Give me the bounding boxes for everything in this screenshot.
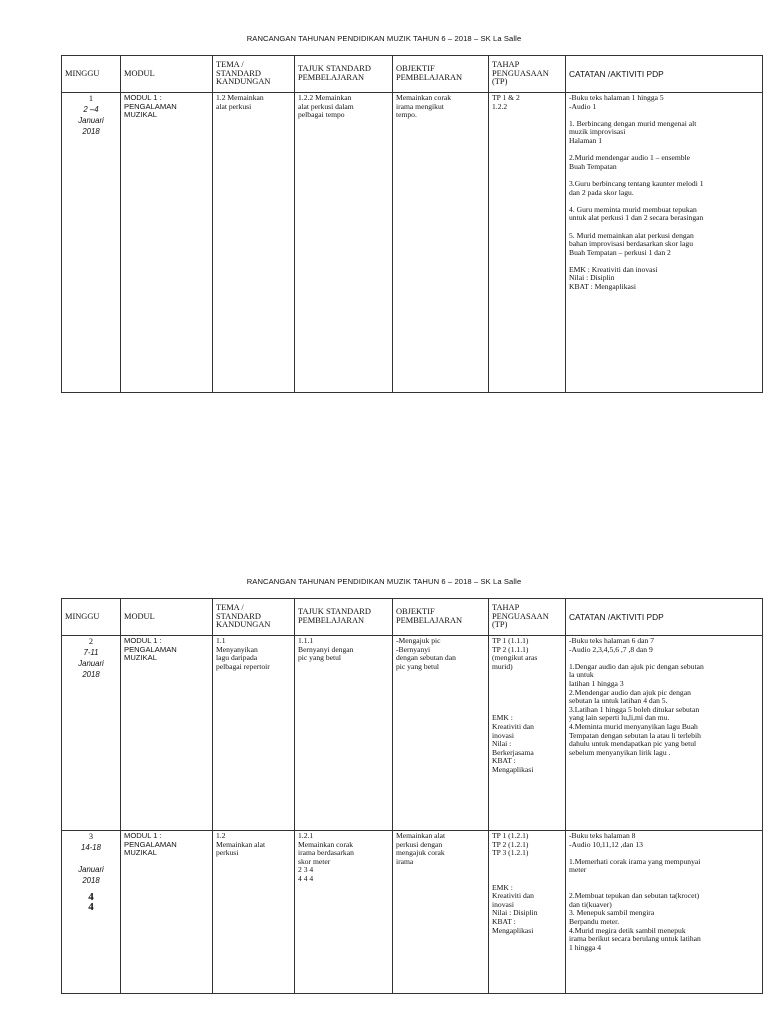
col-header-tajuk: TAJUK STANDARD PEMBELAJARAN bbox=[295, 56, 393, 93]
tajuk-cell: 1.2.1 Memainkan corak irama berdasarkan skor meter 2 3 4 4 4 4 bbox=[295, 831, 393, 994]
week-number: 2 bbox=[88, 637, 94, 646]
objektif-cell: Memainkan corak irama mengikut tempo. bbox=[393, 93, 489, 393]
week-number: 3 bbox=[88, 832, 94, 841]
objektif-cell: Memainkan alat perkusi dengan mengajuk corak irama bbox=[393, 831, 489, 994]
col-header-tajuk: TAJUK STANDARD PEMBELAJARAN bbox=[295, 599, 393, 636]
minggu-cell bbox=[62, 831, 121, 994]
table-row bbox=[62, 93, 763, 393]
table-header-row bbox=[62, 56, 763, 93]
tajuk-cell: 1.1.1 Bernyanyi dengan pic yang betul bbox=[295, 636, 393, 831]
week-dates: 2 –4 Januari 2018 bbox=[78, 104, 104, 136]
plan-table-1 bbox=[61, 55, 763, 393]
catatan-cell: -Buku teks halaman 6 dan 7 -Audio 2,3,4,5,6 ,7 ,8 dan 9 1.Dengar audio dan ajuk pic dengan sebutan la untuk latihan 1 hingga 3 2.Mendengar audio dan ajuk pic dengan sebutan la untuk latihan 4 dan 5. 3.Latihan 1 hingga 5 boleh ditukar sebutan yang lain seperti lu,li,mi dan mu. 4.Meminta murid menyanyikan lagu Buah Tempatan dengan sebutan la atau li terlebih dahulu untuk mendapatkan pic yang betul sebelum menyanyikan lirik lagu . bbox=[566, 636, 763, 831]
plan-table-2 bbox=[61, 598, 763, 994]
col-header-minggu: MINGGU bbox=[62, 56, 121, 93]
page-title: RANCANGAN TAHUNAN PENDIDIKAN MUZIK TAHUN 6 – 2018 – SK La Salle bbox=[246, 34, 522, 43]
tahap-cell: TP 1 & 2 1.2.2 bbox=[489, 93, 566, 393]
col-header-catatan: CATATAN /AKTIVITI PDP bbox=[566, 56, 763, 93]
tajuk-cell: 1.2.2 Memainkan alat perkusi dalam pelbagai tempo bbox=[295, 93, 393, 393]
tahap-cell: TP 1 (1.1.1) TP 2 (1.1.1) (mengikut aras murid) EMK : Kreativiti dan inovasi Nilai : Berkerjasama KBAT : Mengaplikasi bbox=[489, 636, 566, 831]
modul-cell: MODUL 1 : PENGALAMAN MUZIKAL bbox=[121, 636, 213, 831]
tema-cell: 1.1 Menyanyikan lagu daripada pelbagai repertoir bbox=[213, 636, 295, 831]
week-dates: 7-11 Januari 2018 bbox=[78, 647, 104, 679]
tahap-cell: TP 1 (1.2.1) TP 2 (1.2.1) TP 3 (1.2.1) EMK : Kreativiti dan inovasi Nilai : Disiplin KBAT : Mengaplikasi bbox=[489, 831, 566, 994]
col-header-objektif: OBJEKTIF PEMBELAJARAN bbox=[393, 56, 489, 93]
table-header-row bbox=[62, 599, 763, 636]
table-row bbox=[62, 831, 763, 994]
col-header-modul: MODUL bbox=[121, 56, 213, 93]
table-row bbox=[62, 636, 763, 831]
col-header-catatan: CATATAN /AKTIVITI PDP bbox=[566, 599, 763, 636]
time-signature-bottom: 4 bbox=[88, 900, 94, 913]
col-header-tema: TEMA / STANDARD KANDUNGAN bbox=[213, 56, 295, 93]
minggu-cell bbox=[62, 636, 121, 831]
week-number: 1 bbox=[88, 94, 94, 103]
modul-cell: MODUL 1 : PENGALAMAN MUZIKAL bbox=[121, 93, 213, 393]
week-dates: 14-18 Januari 2018 bbox=[78, 842, 104, 885]
page-title: RANCANGAN TAHUNAN PENDIDIKAN MUZIK TAHUN 6 – 2018 – SK La Salle bbox=[246, 577, 522, 586]
tema-cell: 1.2 Memainkan alat perkusi bbox=[213, 93, 295, 393]
modul-cell: MODUL 1 : PENGALAMAN MUZIKAL bbox=[121, 831, 213, 994]
objektif-cell: -Mengajuk pic -Bernyanyi dengan sebutan dan pic yang betul bbox=[393, 636, 489, 831]
catatan-cell: -Buku teks halaman 8 -Audio 10,11,12 ,dan 13 1.Memerhati corak irama yang mempunyai meter 2.Membuat tepukan dan sebutan ta(krocet) dan ti(kuaver) 3. Menepuk sambil mengira Berpandu meter. 4.Murid megira detik sambil menepuk irama berikut secara berulang untuk latihan 1 hingga 4 bbox=[566, 831, 763, 994]
col-header-minggu: MINGGU bbox=[62, 599, 121, 636]
col-header-modul: MODUL bbox=[121, 599, 213, 636]
col-header-tahap: TAHAP PENGUASAAN (TP) bbox=[489, 56, 566, 93]
time-signature-top: 4 bbox=[88, 890, 94, 903]
minggu-cell bbox=[62, 93, 121, 393]
tema-cell: 1.2 Memainkan alat perkusi bbox=[213, 831, 295, 994]
col-header-tahap: TAHAP PENGUASAAN (TP) bbox=[489, 599, 566, 636]
col-header-objektif: OBJEKTIF PEMBELAJARAN bbox=[393, 599, 489, 636]
col-header-tema: TEMA / STANDARD KANDUNGAN bbox=[213, 599, 295, 636]
catatan-cell: -Buku teks halaman 1 hingga 5 -Audio 1 1. Berbincang dengan murid mengenai alt muzik improvisasi Halaman 1 2.Murid mendengar audio 1 – ensemble Buah Tempatan 3.Guru berbincang tentang kaunter melodi 1 dan 2 pada skor lagu. 4. Guru meminta murid membuat tepukan untuk alat perkusi 1 dan 2 secara berasingan 5. Murid memainkan alat perkusi dengan bahan improvisasi berdasarkan skor lagu Buah Tempatan – perkusi 1 dan 2 EMK : Kreativiti dan inovasi Nilai : Disiplin KBAT : Mengaplikasi bbox=[566, 93, 763, 393]
time-signature bbox=[65, 892, 117, 912]
